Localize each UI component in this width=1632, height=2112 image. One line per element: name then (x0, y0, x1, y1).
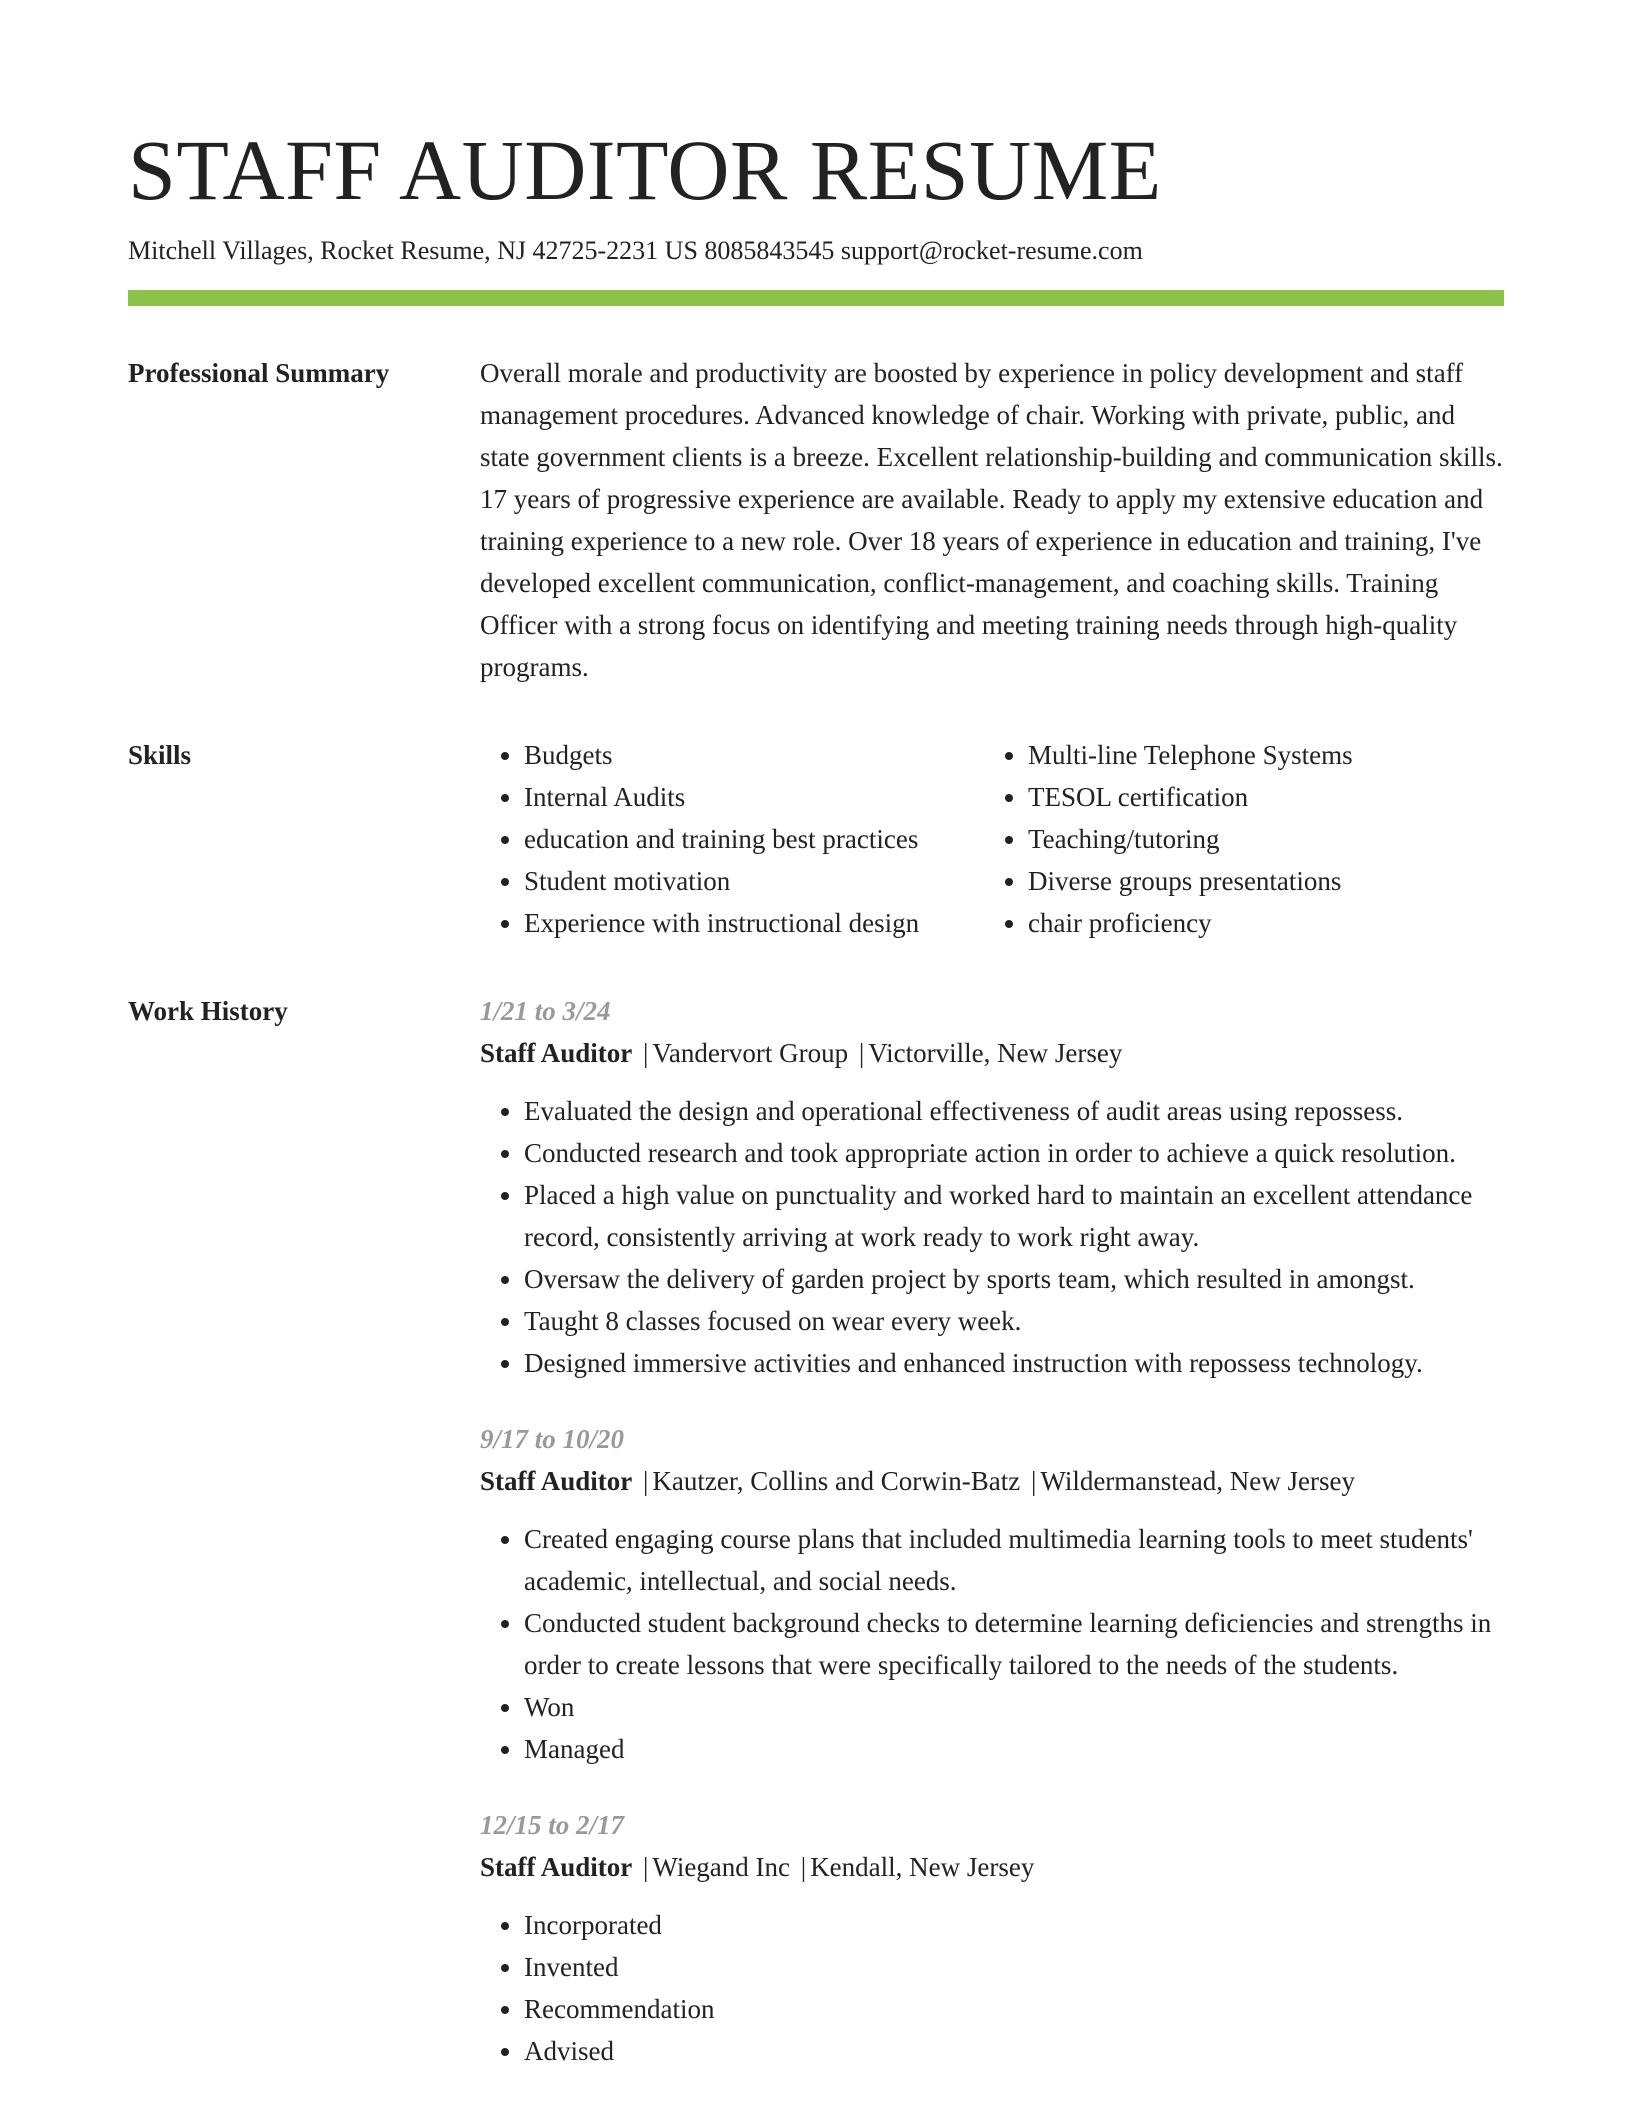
contact-line: Mitchell Villages, Rocket Resume, NJ 42725-2231 US 8085843545 support@rocket-resume.com (128, 236, 1143, 265)
accent-divider (128, 290, 1504, 306)
job-separator: | (858, 1038, 865, 1068)
job-bullet: • Conducted student background checks to determine learning deficiencies and strengths in order to create lessons that were specifically tailored to the needs of the students. (524, 1602, 1504, 1686)
job-separator: | (1031, 1466, 1037, 1496)
job-separator: | (643, 1466, 649, 1496)
skills-columns (480, 734, 1504, 944)
skill-item: • Experience with instructional design (524, 902, 984, 944)
job-bullet: • Incorporated (524, 1904, 1504, 1946)
job-location: Victorville, New Jersey (868, 1038, 1123, 1068)
skills-body (480, 734, 1504, 944)
skills-column-left (480, 734, 984, 944)
job-bullet: • Won (524, 1686, 1504, 1728)
summary-section (128, 352, 1504, 688)
job-separator: | (800, 1852, 807, 1882)
job-dates: 1/21 to 3/24 (480, 996, 611, 1026)
job-bullet: • Taught 8 classes focused on wear every week. (524, 1300, 1504, 1342)
job-entry (480, 1804, 1504, 2072)
job-dates: 12/15 to 2/17 (480, 1810, 625, 1840)
job-role: Staff Auditor (480, 1466, 633, 1496)
job-entry (480, 990, 1504, 1384)
work-history-section (128, 990, 1504, 2106)
skill-item: • Teaching/tutoring (1028, 818, 1488, 860)
skills-heading: Skills (128, 740, 192, 770)
job-bullets (480, 1904, 1504, 2072)
job-bullet: • Advised (524, 2030, 1504, 2072)
job-bullet: • Created engaging course plans that included multimedia learning tools to meet students' academic, intellectual, and social needs. (524, 1518, 1504, 1602)
job-bullet: • Designed immersive activities and enhanced instruction with repossess technology. (524, 1342, 1504, 1384)
job-bullet: • Managed (524, 1728, 1504, 1770)
summary-text: Overall morale and productivity are boosted by experience in policy development and staff management procedures. Advanced knowledge of chair. Working with private, public, and state government clients is a breeze. Excellent relationship-building and communication skills. 17 years of progressive experience are available. Ready to apply my extensive education and training experience to a new role. Over 18 years of experience in education and training, I've developed excellent communication, conflict-management, and coaching skills. Training Officer with a strong focus on identifying and meeting training needs through high-quality programs. (480, 358, 1503, 682)
skill-item: • Diverse groups presentations (1028, 860, 1488, 902)
job-bullets (480, 1518, 1504, 1770)
summary-heading: Professional Summary (128, 358, 390, 388)
job-company: Vandervort Group (652, 1038, 849, 1068)
skills-section (128, 734, 1504, 944)
skills-list-left (480, 734, 984, 944)
job-entry (480, 1418, 1504, 1770)
job-bullet: • Evaluated the design and operational effectiveness of audit areas using repossess. (524, 1090, 1504, 1132)
job-header (480, 1460, 1504, 1502)
skill-item: • Internal Audits (524, 776, 984, 818)
job-separator: | (643, 1852, 649, 1882)
job-location: Wildermanstead, New Jersey (1040, 1466, 1355, 1496)
skill-item: • Student motivation (524, 860, 984, 902)
job-bullet: • Placed a high value on punctuality and worked hard to maintain an excellent attendance record, consistently arriving at work ready to work right away. (524, 1174, 1504, 1258)
work-history-heading: Work History (128, 996, 288, 1026)
job-header (480, 1032, 1504, 1074)
job-dates: 9/17 to 10/20 (480, 1424, 625, 1454)
job-bullet: • Recommendation (524, 1988, 1504, 2030)
skills-column-right (984, 734, 1488, 944)
job-bullets (480, 1090, 1504, 1384)
job-location: Kendall, New Jersey (810, 1852, 1035, 1882)
job-company: Wiegand Inc (652, 1852, 791, 1882)
job-bullet: • Invented (524, 1946, 1504, 1988)
job-company: Kautzer, Collins and Corwin-Batz (652, 1466, 1021, 1496)
work-history-body (480, 990, 1504, 2106)
job-bullet: • Oversaw the delivery of garden project by sports team, which resulted in amongst. (524, 1258, 1504, 1300)
resume-page (128, 118, 1504, 2106)
job-separator: | (643, 1038, 649, 1068)
job-role: Staff Auditor (480, 1038, 633, 1068)
job-bullet: • Conducted research and took appropriate action in order to achieve a quick resolution. (524, 1132, 1504, 1174)
job-role: Staff Auditor (480, 1852, 633, 1882)
skill-item: • TESOL certification (1028, 776, 1488, 818)
resume-title: STAFF AUDITOR RESUME (128, 122, 1162, 218)
skill-item: • Budgets (524, 734, 984, 776)
summary-body (480, 352, 1504, 688)
skills-list-right (984, 734, 1488, 944)
skill-item: • chair proficiency (1028, 902, 1488, 944)
job-header (480, 1846, 1504, 1888)
skill-item: • Multi-line Telephone Systems (1028, 734, 1488, 776)
skill-item: • education and training best practices (524, 818, 984, 860)
